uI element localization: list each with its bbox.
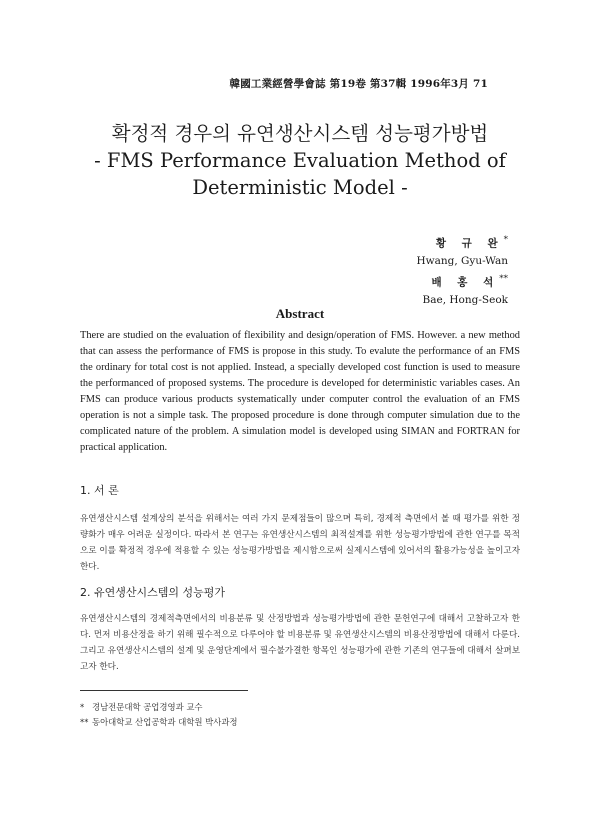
author-2-english: Bae, Hong-Seok	[422, 293, 508, 306]
abstract-body: There are studied on the evaluation of flexibility and design/operation of FMS. However. a new method that can assess the performance of FMS is propose in this study. To evalute the performance of an FMS the ordinary for total cost is not applied. Instead, a specially developed cost function is used to measure the performanced of proposed systems. The procedure is developed for deterministic variables cases. An FMS can produce various products systematically under computer control the evaluation of an FMS operation is not a simple task. The proposed procedure is done through computer simulation due to the complicated nature of the problem. A simulation model is developed using SIMAN and FORTRAN for practical application.	[80, 330, 520, 453]
section-1-body: 유연생산시스템 설계상의 분석을 위해서는 여러 가지 문제점들이 많으며 특히, 경제적 측면에서 볼 때 평가를 위한 정량화가 매우 어려운 실정이다. 따라서 본 연구는 유연생산시스템의 최적설계를 위한 성능평가방법에 관한 연구를 목적으로 이를 확정적 경우에 적용할 수 있는 성능평가방법을 제시함으로써 실제시스템에 있어서의 활용가능성을 높이고자 한다.	[80, 514, 520, 572]
footnote-1-mark: *	[80, 702, 85, 712]
author-2-korean-name: 배 홍 석	[431, 276, 500, 288]
author-1-affiliation-mark: *	[503, 235, 508, 245]
footnote-2-text: 동아대학교 산업공학과 대학원 박사과정	[92, 717, 238, 727]
section-2-heading: 2. 유연생산시스템의 성능평가	[80, 586, 225, 599]
author-1-english: Hwang, Gyu-Wan	[416, 255, 508, 267]
author-2-korean	[416, 271, 508, 292]
section-1-heading: 1. 서 론	[80, 484, 119, 497]
abstract-heading: Abstract	[275, 306, 325, 321]
footnote-divider	[80, 690, 248, 691]
paper-title	[0, 120, 600, 201]
footnotes	[80, 700, 238, 730]
footnote-2-mark: **	[80, 717, 89, 727]
title-korean: 확정적 경우의 유연생산시스템 성능평가방법	[111, 122, 489, 145]
title-english-line-2: Deterministic Model -	[192, 176, 408, 199]
footnote-1-text: 경남전문대학 공업경영과 교수	[92, 702, 203, 712]
running-header: 韓國工業經營學會誌 第19卷 第37輯 1996年3月 71	[229, 78, 488, 90]
author-1-korean-name: 황 규 완	[435, 237, 504, 250]
author-1-korean	[416, 232, 508, 253]
footnote-2	[80, 715, 238, 730]
section-2-body: 유연생산시스템의 경제적측면에서의 비용분류 및 산정방법과 성능평가방법에 관한 문헌연구에 대해서 고찰하고자 한다. 먼저 비용산정을 하기 위해 필수적으로 다루어야 할 비용분류 및 유연생산시스템의 비용산정방법에 대해서 다룬다. 그리고 유연생산시스템의 설계 및 운영단계에서 필수불가결한 항목인 성능평가에 관한 기존의 연구들에 대해서 살펴보고자 한다.	[80, 614, 520, 672]
author-2-affiliation-mark: **	[499, 273, 508, 284]
title-english-line-1: - FMS Performance Evaluation Method of	[94, 149, 506, 172]
footnote-1	[80, 700, 238, 715]
author-block	[416, 232, 508, 309]
